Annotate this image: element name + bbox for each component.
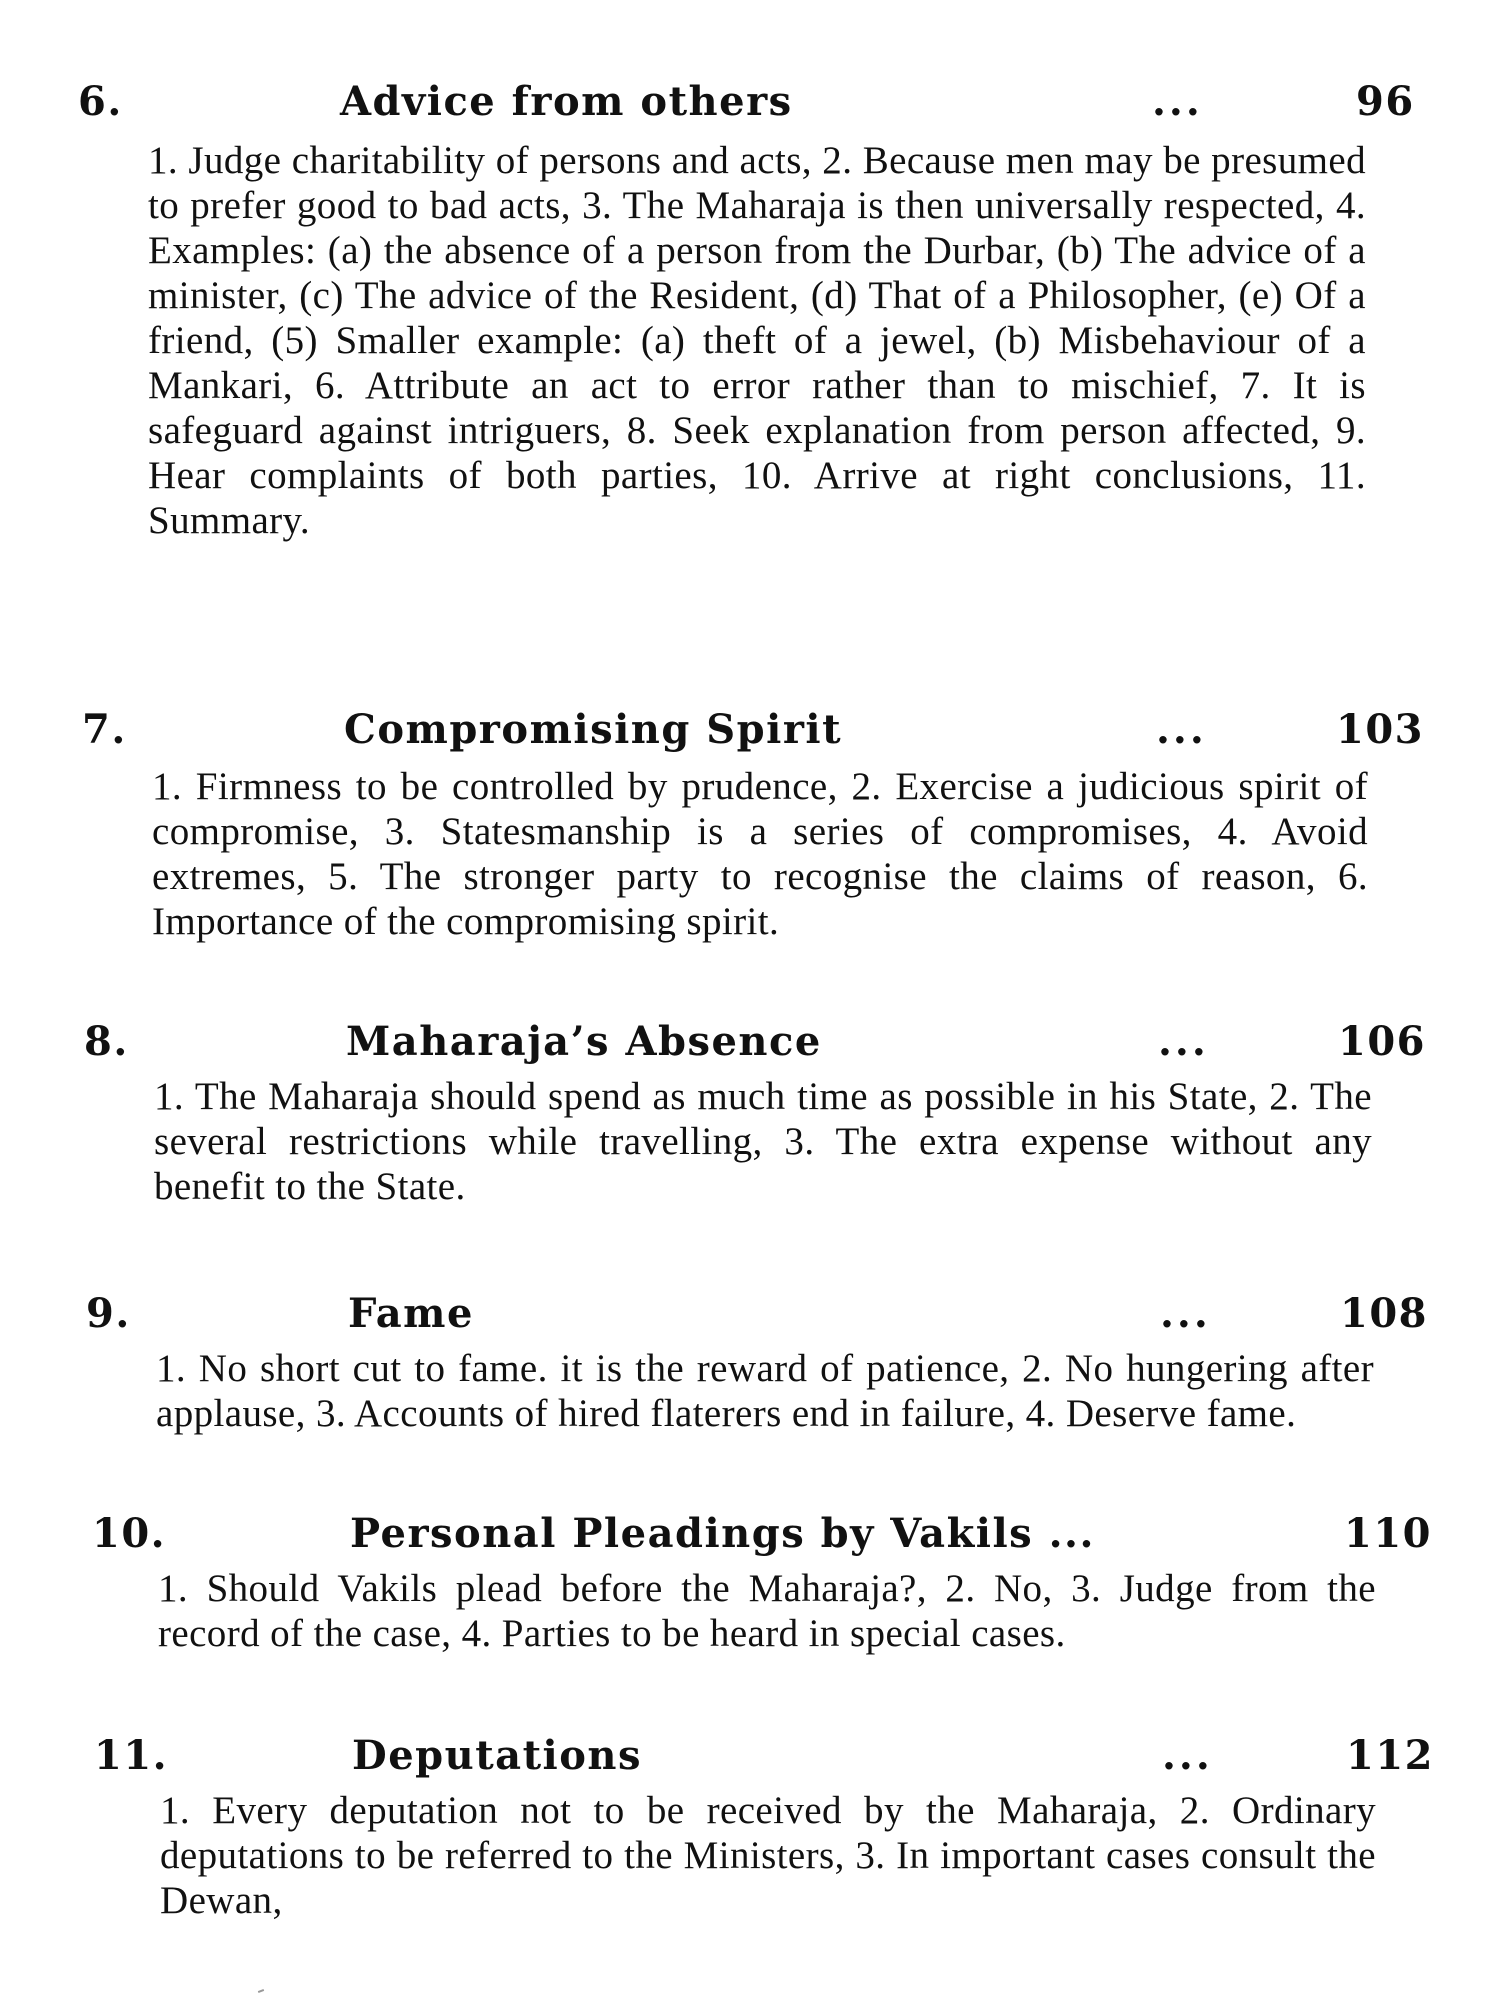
page-number: 108 xyxy=(1340,1290,1428,1337)
leader-dots: ... xyxy=(1156,706,1207,753)
contents-entry-8 xyxy=(0,1012,1500,1208)
chapter-title: Advice from others xyxy=(340,78,793,125)
page-number: 112 xyxy=(1346,1732,1434,1779)
contents-entry-7 xyxy=(0,700,1500,943)
contents-entry-6 xyxy=(0,72,1500,542)
chapter-number: 6. xyxy=(78,78,123,125)
chapter-number: 10. xyxy=(92,1510,167,1557)
chapter-number: 7. xyxy=(82,706,127,753)
leader-dots: ... xyxy=(1162,1732,1213,1779)
entry-heading xyxy=(0,700,1500,760)
chapter-title: Personal Pleadings by Vakils ... xyxy=(350,1510,1095,1557)
chapter-number: 11. xyxy=(94,1732,169,1779)
chapter-summary: 1. Judge charitability of persons and acts, 2. Because men may be presumed to prefer good to bad acts, 3. The Maharaja is then universally respected, 4. Examples: (a) the absence of a person from the Durbar, (b) The advice of a minister, (c) The advice of the Resident, (d) That of a Philosopher, (e) Of a friend, (5) Smaller example: (a) theft of a jewel, (b) Misbehaviour of a Mankari, 6. Attribute an act to error rather than to mischief, 7. It is safeguard against intriguers, 8. Seek explanation from person affected, 9. Hear complaints of both parties, 10. Arrive at right conclusions, 11. Summary. xyxy=(148,139,1366,542)
page-number: 110 xyxy=(1344,1510,1432,1557)
entry-heading xyxy=(0,1284,1500,1344)
page-number: 106 xyxy=(1338,1018,1426,1065)
leader-dots: ... xyxy=(1160,1290,1211,1337)
chapter-title: Deputations xyxy=(352,1732,643,1779)
chapter-summary: 1. Should Vakils plead before the Maharaja?, 2. No, 3. Judge from the record of the case, 4. Parties to be heard in special cases. xyxy=(158,1567,1376,1655)
contents-entry-10 xyxy=(0,1504,1500,1655)
chapter-number: 9. xyxy=(86,1290,131,1337)
leader-dots: ... xyxy=(1152,78,1203,125)
chapter-title: Maharaja’s Absence xyxy=(346,1018,822,1065)
contents-entry-9 xyxy=(0,1284,1500,1435)
chapter-summary: 1. No short cut to fame. it is the reward of patience, 2. No hungering after applause, 3. Accounts of hired flaterers end in failure, 4. Deserve fame. xyxy=(156,1347,1374,1435)
chapter-summary: 1. The Maharaja should spend as much time as possible in his State, 2. The several restrictions while travelling, 3. The extra expense without any benefit to the State. xyxy=(154,1075,1372,1208)
chapter-summary: 1. Firmness to be controlled by prudence, 2. Exercise a judicious spirit of compromise, 3. Statesmanship is a series of compromises, 4. Avoid extremes, 5. The stronger party to recognise the claims of reason, 6. Importance of the compromising spirit. xyxy=(152,765,1368,943)
chapter-title: Fame xyxy=(348,1290,474,1337)
chapter-number: 8. xyxy=(84,1018,129,1065)
contents-entry-11 xyxy=(0,1726,1500,1922)
entry-heading xyxy=(0,1726,1500,1786)
page-number: 96 xyxy=(1356,78,1415,125)
chapter-title: Compromising Spirit xyxy=(344,706,843,753)
entry-heading xyxy=(0,1012,1500,1072)
entry-heading xyxy=(0,1504,1500,1564)
entry-heading xyxy=(0,72,1500,132)
page-number: 103 xyxy=(1336,706,1424,753)
leader-dots: ... xyxy=(1158,1018,1209,1065)
chapter-summary: 1. Every deputation not to be received by the Maharaja, 2. Ordinary deputations to be referred to the Ministers, 3. In important cases consult the Dewan, xyxy=(160,1789,1376,1922)
paper-speck xyxy=(258,1989,264,1993)
